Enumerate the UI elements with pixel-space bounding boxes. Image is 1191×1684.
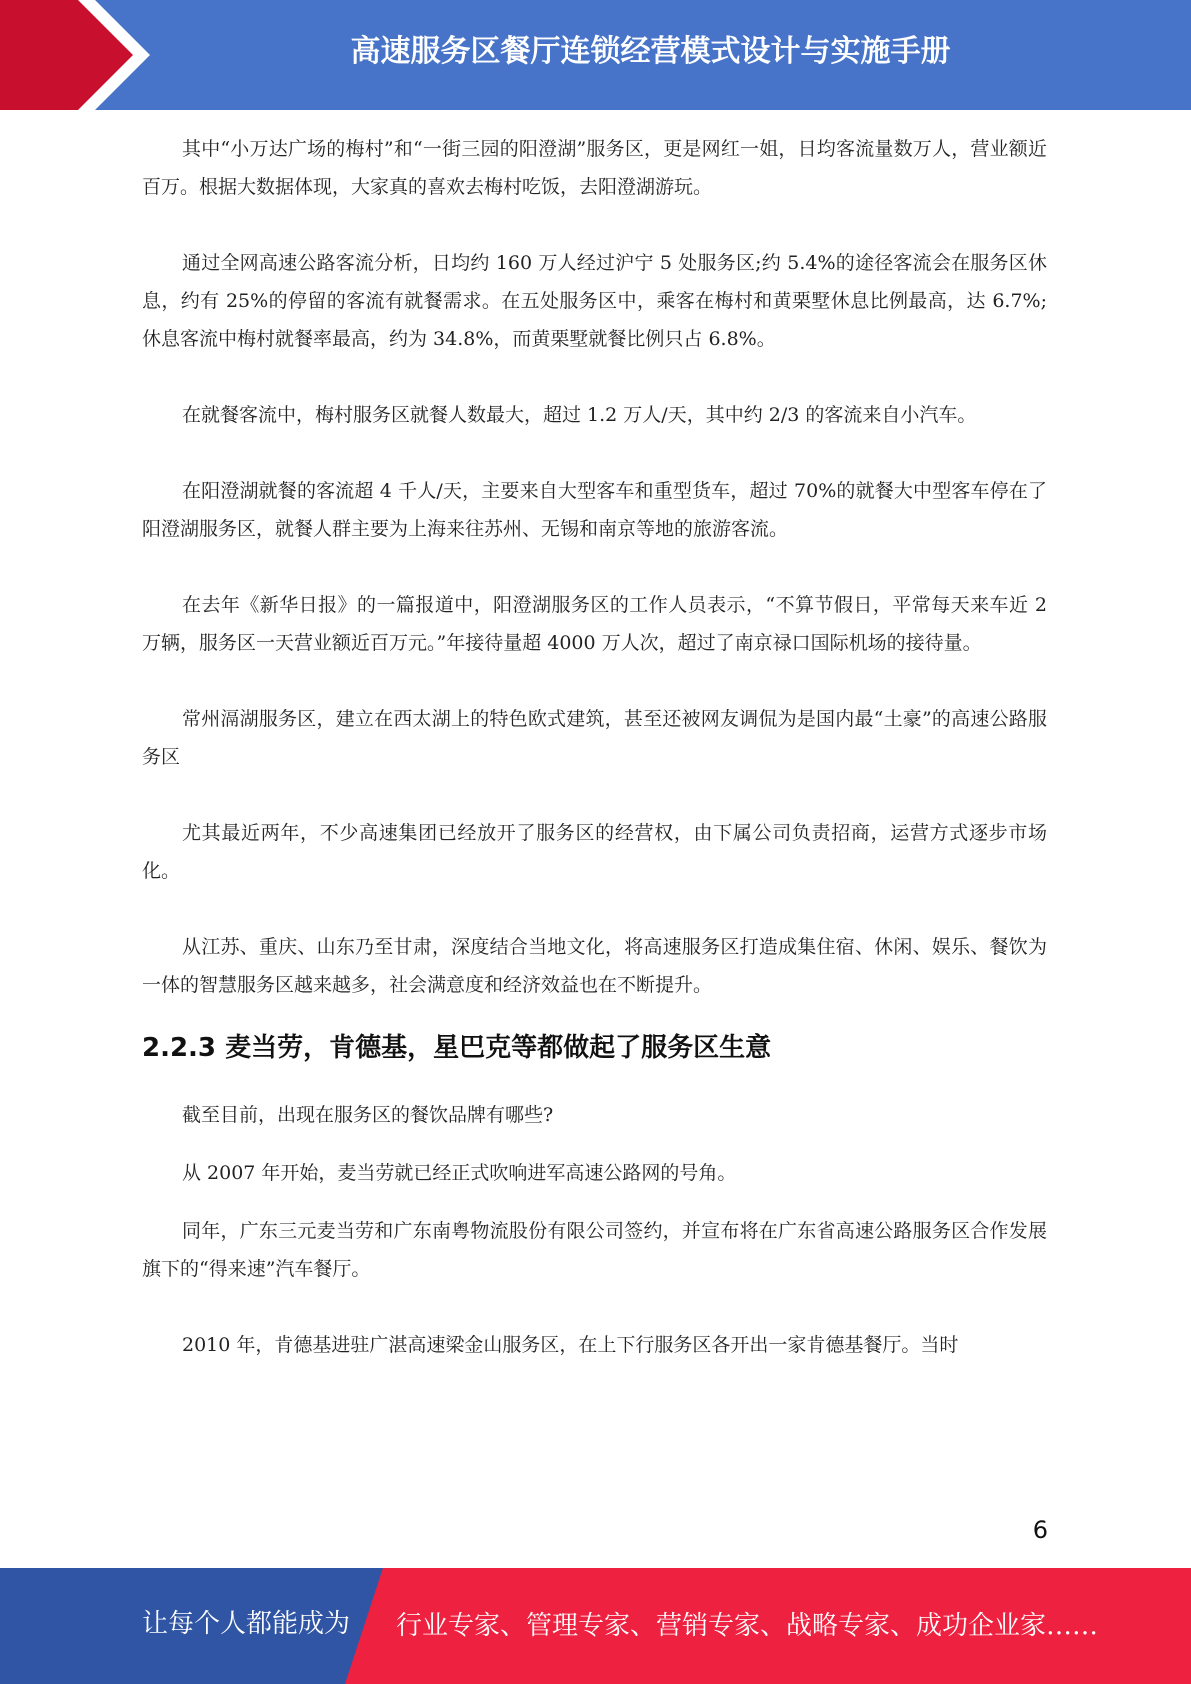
- footer-slogan-right: 行业专家、管理专家、营销专家、战略专家、成功企业家……: [396, 1611, 1099, 1641]
- document-title: 高速服务区餐厅连锁经营模式设计与实施手册: [350, 34, 951, 69]
- paragraph: 从江苏、重庆、山东乃至甘肃，深度结合当地文化，将高速服务区打造成集住宿、休闲、娱乐、餐饮为一体的智慧服务区越来越多，社会满意度和经济效益也在不断提升。: [142, 936, 1047, 996]
- page-body: [142, 130, 1047, 1364]
- paragraph: 其中“小万达广场的梅村”和“一街三园的阳澄湖”服务区，更是网红一姐，日均客流量数万人，营业额近百万。根据大数据体现，大家真的喜欢去梅村吃饭，去阳澄湖游玩。: [142, 138, 1047, 198]
- paragraph: 同年，广东三元麦当劳和广东南粤物流股份有限公司签约，并宣布将在广东省高速公路服务区合作发展旗下的“得来速”汽车餐厅。: [142, 1220, 1047, 1280]
- paragraph: 截至目前，出现在服务区的餐饮品牌有哪些?: [182, 1104, 554, 1126]
- paragraph: 尤其最近两年，不少高速集团已经放开了服务区的经营权，由下属公司负责招商，运营方式逐步市场化。: [142, 822, 1047, 882]
- footer-slogan-left: 让每个人都能成为: [142, 1609, 351, 1639]
- paragraph: 通过全网高速公路客流分析，日均约 160 万人经过沪宁 5 处服务区;约 5.4%的途径客流会在服务区休息，约有 25%的停留的客流有就餐需求。在五处服务区中，乘客在梅村和黄栗墅休息比例最高，达 6.7%;休息客流中梅村就餐率最高，约为 34.8%，而黄栗墅就餐比例只占 6.8%。: [142, 252, 1047, 350]
- page-number: 6: [1032, 1516, 1048, 1544]
- section-heading: 2.2.3 麦当劳，肯德基，星巴克等都做起了服务区生意: [142, 1033, 772, 1063]
- paragraph: 常州滆湖服务区，建立在西太湖上的特色欧式建筑，甚至还被网友调侃为是国内最“土豪”的高速公路服务区: [142, 708, 1047, 768]
- paragraph: 在就餐客流中，梅村服务区就餐人数最大，超过 1.2 万人/天，其中约 2/3 的客流来自小汽车。: [182, 404, 977, 426]
- page-header: [0, 0, 1191, 110]
- paragraph: 在阳澄湖就餐的客流超 4 千人/天，主要来自大型客车和重型货车，超过 70%的就餐大中型客车停在了阳澄湖服务区，就餐人群主要为上海来往苏州、无锡和南京等地的旅游客流。: [142, 480, 1047, 540]
- header-chevron-decoration: [0, 0, 160, 110]
- paragraph: 从 2007 年开始，麦当劳就已经正式吹响进军高速公路网的号角。: [182, 1162, 737, 1184]
- paragraph: 2010 年，肯德基进驻广湛高速梁金山服务区，在上下行服务区各开出一家肯德基餐厅。当时: [182, 1334, 959, 1356]
- paragraph: 在去年《新华日报》的一篇报道中，阳澄湖服务区的工作人员表示，“不算节假日，平常每天来车近 2 万辆，服务区一天营业额近百万元。”年接待量超 4000 万人次，超过了南京禄口国际机场的接待量。: [142, 594, 1047, 654]
- page-footer: [0, 1568, 1191, 1684]
